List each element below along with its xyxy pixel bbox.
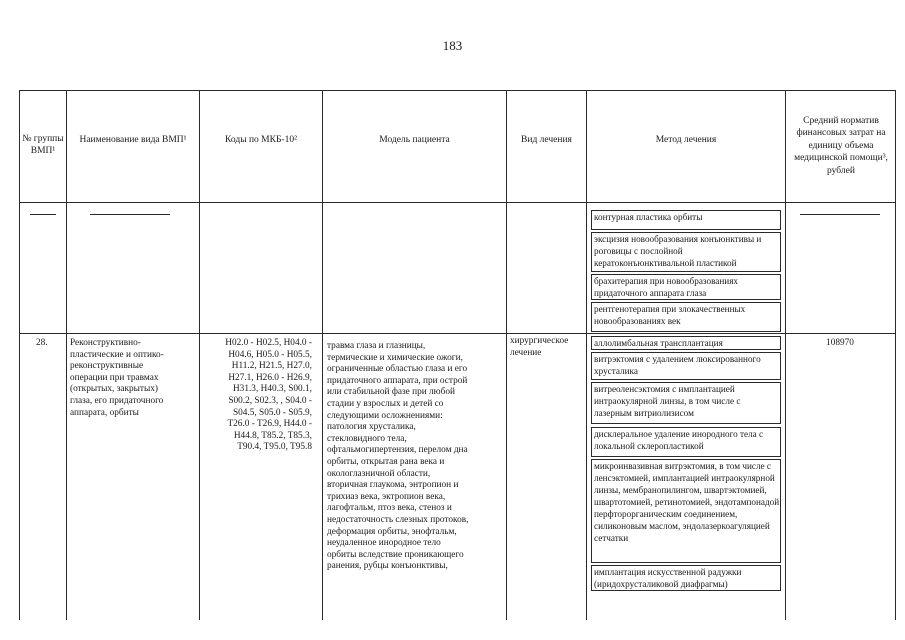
row28-type-name bbox=[70, 338, 198, 419]
method-item: эксцизия новообразования конъюнктивы и роговицы с послойной кератоконъюнктивальной пластикой bbox=[591, 232, 781, 272]
patient-model-line: или стабильной фазе при любой bbox=[327, 387, 455, 398]
icd-code-line: H44.8, T85.2, T85.3, bbox=[233, 430, 312, 441]
treatment-type-line: хирургическое bbox=[510, 336, 569, 346]
method-item: аллолимбальная трансплантация bbox=[591, 336, 781, 350]
type-name-line: реконструктивные bbox=[70, 361, 144, 372]
col-border-7 bbox=[895, 90, 896, 620]
patient-model-line: термические и химические ожоги, bbox=[327, 352, 463, 363]
page-number: 183 bbox=[442, 38, 463, 53]
method-item: брахитерапия при новообразованиях придаточного аппарата глаза bbox=[591, 274, 781, 300]
icd-code-line: H11.2, H21.5, H27.0, bbox=[231, 361, 312, 372]
method-item: микроинвазивная витрэктомия, в том числе с ленсэктомией, имплантацией интраокулярной линзы, мембранопилингом, швартэктомией, швартотомией, ретинотомией, эндотампонадой перфторорганическим соединением, силиконовым маслом, эндолазеркоагуляцией сетчатки bbox=[591, 459, 781, 563]
patient-model-line: травма глаза и глазницы, bbox=[327, 341, 426, 351]
header-icd-codes: Коды по МКБ-10² bbox=[225, 135, 297, 145]
icd-code-line: T26.0 - T26.9, H44.0 - bbox=[227, 419, 312, 430]
type-name-line: операции при травмах bbox=[70, 372, 159, 383]
patient-model-line: недостаточность слезных протоков, bbox=[327, 514, 469, 525]
header-treatment-type: Вид лечения bbox=[521, 135, 572, 145]
method-item: контурная пластика орбиты bbox=[591, 210, 781, 230]
patient-model-line: ограниченные областью глаза и его bbox=[327, 364, 468, 375]
icd-code-line: S00.2, S02.3, , S04.0 - bbox=[228, 395, 312, 406]
row-divider-dash bbox=[90, 214, 170, 215]
col-border-1 bbox=[66, 90, 67, 620]
header-bottom-border bbox=[19, 202, 896, 203]
header-avg-cost: Средний норматив финансовых затрат на единицу объема медицинской помощи³, рублей bbox=[794, 115, 888, 176]
row28-number: 28. bbox=[36, 338, 48, 348]
icd-code-line: H02.0 - H02.5, H04.0 - bbox=[225, 338, 312, 348]
method-item: имплантация искусственной радужки (иридохрусталиковой диафрагмы) bbox=[591, 565, 781, 591]
patient-model-line: офтальмогипертензия, перелом дна bbox=[327, 445, 468, 456]
method-item: дисклеральное удаление инородного тела с локальной склеропластикой bbox=[591, 427, 781, 457]
col-border-5 bbox=[586, 90, 587, 620]
patient-model-line: следующими осложнениями: bbox=[327, 410, 443, 421]
row-divider-dash bbox=[30, 214, 56, 215]
row28-avg-cost: 108970 bbox=[826, 338, 854, 348]
header-treatment-method: Метод лечения bbox=[655, 135, 717, 145]
icd-code-line: H27.1, H26.0 - H26.9, bbox=[228, 372, 312, 383]
row28-patient-model bbox=[327, 341, 505, 573]
header-patient-model: Модель пациента bbox=[379, 135, 450, 145]
patient-model-line: ранения, рубцы конъюнктивы, bbox=[327, 561, 448, 572]
patient-model-line: придаточного аппарата, при острой bbox=[327, 375, 468, 386]
patient-model-line: деформация орбиты, энофтальм, bbox=[327, 526, 457, 537]
header-group-no: № группы ВМП¹ bbox=[22, 134, 64, 156]
type-name-line: Реконструктивно- bbox=[70, 338, 141, 348]
col-border-0 bbox=[19, 90, 20, 620]
col-border-3 bbox=[322, 90, 323, 620]
row-divider-dash bbox=[800, 214, 880, 215]
type-name-line: (открытых, закрытых) bbox=[70, 384, 158, 395]
patient-model-line: стекловидного тела, bbox=[327, 433, 407, 444]
row28-icd-codes bbox=[200, 338, 312, 454]
patient-model-line: патология хрусталика, bbox=[327, 422, 416, 433]
col-border-4 bbox=[506, 90, 507, 620]
type-name-line: пластические и оптико- bbox=[70, 349, 164, 360]
type-name-line: глаза, его придаточного bbox=[70, 395, 164, 406]
patient-model-line: орбиты вследствие проникающего bbox=[327, 549, 464, 560]
patient-model-line: лагофтальм, птоз века, стеноз и bbox=[327, 503, 452, 514]
icd-code-line: T90.4, T95.0, T95.8 bbox=[237, 442, 312, 453]
method-item: рентгенотерапия при злокачественных новообразованиях век bbox=[591, 302, 781, 332]
table-top-border bbox=[19, 90, 896, 91]
treatment-type-line: лечение bbox=[510, 347, 542, 358]
row28-top-border bbox=[19, 333, 896, 334]
method-item: витрэктомия с удалением люксированного хрусталика bbox=[591, 352, 781, 380]
patient-model-line: стадии у взрослых и детей со bbox=[327, 398, 444, 409]
icd-code-line: S04.5, S05.0 - S05.9, bbox=[232, 407, 312, 418]
patient-model-line: неудаленное инородное тело bbox=[327, 538, 441, 549]
icd-code-line: H04.6, H05.0 - H05.5, bbox=[228, 349, 312, 360]
type-name-line: аппарата, орбиты bbox=[70, 407, 139, 418]
row28-treatment-type bbox=[510, 336, 585, 359]
col-border-6 bbox=[785, 90, 786, 620]
method-item: витреоленсэктомия с имплантацией интраокулярной линзы, в том числе с лазерным витриолизисом bbox=[591, 382, 781, 424]
patient-model-line: окологлазничной области, bbox=[327, 468, 431, 479]
header-type-name: Наименование вида ВМП¹ bbox=[79, 135, 187, 145]
icd-code-line: H31.3, H40.3, S00.1, bbox=[232, 384, 312, 395]
patient-model-line: орбиты, открытая рана века и bbox=[327, 456, 445, 467]
patient-model-line: трихиаз века, эктропион века, bbox=[327, 491, 446, 502]
patient-model-line: вторичная глаукома, энтропион и bbox=[327, 480, 459, 491]
